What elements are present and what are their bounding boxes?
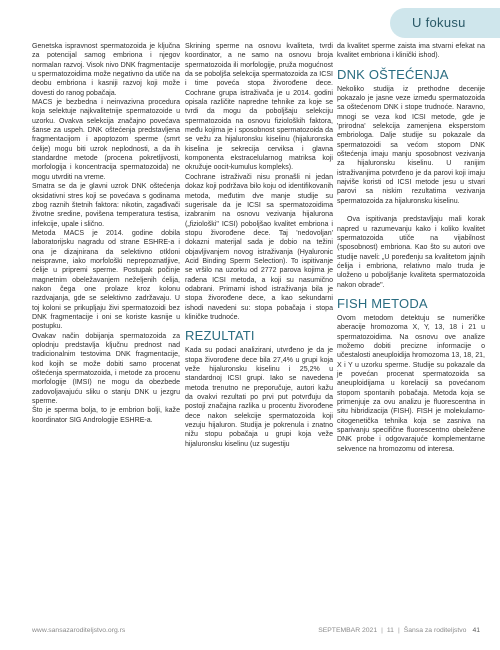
- paragraph: Nekoliko studija iz prethodne decenije pokazalo je jasne veze između spermatozoida sa oštećenom DNK i stope trudnoće. Naravno, mnogi se veza kod ICSI metode, gde je 'prirodna' selekcija zamenjena eksperstom embriologa. Dalje studije su pokazale da spermatozoidi sa većom stopom DNK oštećenja imaju manju sposobnost vezivanja za hijaluronsku kiselinu. U ranijim istraživanjima potvrđeno je da parovi koji imaju najviše koristi od ICSI metode jesu u stvari parovi sa niskim rezultatima vezivanja spermatozoida za hijaluronsku kiselinu.: [337, 85, 485, 205]
- paragraph: Genetska ispravnost spermatozoida je ključna za potencijal samog embriona i njegov normalan razvoj. Visok nivo DNK fragmentacije u spermatozoidima može negativno da utiče na deobu embriona i kasniji razvoj koji može dovesti do ranog pobačaja.: [32, 43, 180, 97]
- section-heading-rezultati: REZULTATI: [185, 328, 255, 344]
- section-tab: [390, 8, 500, 38]
- footer-issue: SEPTEMBAR 2021: [318, 627, 378, 634]
- footer-url[interactable]: www.sansazaroditeljstvo.org.rs: [32, 627, 126, 634]
- paragraph: Što je sperma bolja, to je embrion bolji, kaže koordinator SIG Andrologije ESHRE-a.: [32, 407, 180, 424]
- paragraph: Ova ispitivanja predstavljaju mali korak napred u razumevanju kako i koliko kvalitet spermatozoida utiče na vijabilnost (sposobnost) embriona. Kao što su autori ove studije naveli: „U poređenju sa kvalitetom jajnih ćelija i embriona, relativno malo truda je uloženo u poboljšanje kvaliteta spermatozoida nakon obrade".: [337, 216, 485, 289]
- page-number: 41: [472, 627, 480, 634]
- paragraph: Smatra se da je glavni uzrok DNK oštećenja oksidativni stres koji se povećava s godinama zbog raznih štetnih faktora: nikotin, zagađivači životne sredine, povišena temperatura testisa, infekcije, upale i slično.: [32, 183, 180, 228]
- paragraph: Skrining sperme na osnovu kvaliteta, tvrdi koordinator, a ne samo na osnovu broja spermatozoida ili morfologije, pruža mogućnost da se poboljša selekcija spermatozoida za ICSI i time poveća stopa živorođene dece. Cochrane grupa istraživača je u 2014. godini opisala različite napredne tehnike za koje se tvrdi da mogu da poboljšaju selekciju spermatozoida na osnovu fizioloških faktora, među kojima je i sposobnost spermatozoida da se vežu za hijaluronsku kiselinu (hijaluronska kiselina je sekrecija cerviksa i glavna komponenta ekstracelularnog matriksa koji okružuje oocit-kumulus kompleks).: [185, 43, 333, 172]
- footer-magazine: Šansa za roditeljstvo: [403, 627, 467, 634]
- footer-number: 11: [386, 627, 394, 634]
- section-heading-fish: FISH METODA: [337, 295, 428, 311]
- article-column-1: [32, 42, 180, 425]
- paragraph: Cochrane istraživači nisu pronašli ni jedan dokaz koji podržava bilo koju od identifikovanih metoda, međutim dve manje studije su sugerisale da je ICSI sa spermatozoidima izabranim na osnovu vezivanja hijalurona („fiziološki" ICSI) poboljšao kvalitet embriona i stopu živorođene dece. Taj 'nedovoljan' dokazni materijal sada je dobio na težini objavljivanjem novog istraživanja (Hyaluronic Acid Binding Sperm Selection). To ispitivanje se vršilo na uzorku od 2772 parova kojima je rađena ICSI metoda, a koji su nasumično odabrani. Primarni ishod istraživanja bila je stopa živorođene dece, a kao sekundarni ishodi navedeni su: stopa pobačaja i stopa kliničke trudnoće.: [185, 173, 333, 321]
- paragraph: da kvalitet sperme zaista ima stvarni efekat na kvalitet embriona i klinički ishod).: [337, 43, 485, 60]
- paragraph: Metoda MACS je 2014. godine dobila laboratorijsku nagradu od strane ESHRE-a i ona je dizajnirana da selektivno otkloni neispravne, iako morfološki neprepoznatljive, ćelije u pripremi sperme. Postupak počinje magnetnim obeležavanjem neželjenih ćelija, nakon čega one prolaze kroz kolonu razdvajanja, gde se selektivno zadržavaju. U toj koloni se prikupljaju živi spermatozoidi bez DNK fragmentacije i oni se koriste kasnije u postupku.: [32, 229, 180, 331]
- paragraph: MACS je bezbedna i neinvazivna procedura koja selektuje najkvalitetnije spermatozoide u uzorku. Ovakva selekcija značajno povećava šanse za uspeh. DNK oštećenja predstavljena fragmentacijom i apoptozom sperme (smrt ćelije) mogu biti uzrok neplodnosti, a da ih standardne metode (procena pokretljivosti, morfologija i koncentracija spermatozoida) ne mogu utvrditi na vreme.: [32, 99, 180, 181]
- footer-separator: |: [381, 627, 383, 634]
- footer-separator: |: [397, 627, 400, 634]
- section-heading-dnk: DNK OŠTEĆENJA: [337, 66, 449, 82]
- article-column-2: [185, 42, 333, 449]
- footer-right: [318, 627, 480, 634]
- paragraph: Ovom metodom detektuju se numeričke aberacije hromozoma X, Y, 13, 18 i 21 u spermatozoidima. Na osnovu ove analize možemo dobiti precizne informacije o učestalosti aneuploidija hromozoma 13, 18, 21, X i Y u uzorku sperme. Studije su pokazale da je povećan procenat spermatozoida sa aneuploidijama u korelaciji sa povećanom stopom spontanih pobačaja. Metoda koja se primenjuje za ovu analizu je fluorescentna in situ hibridizacija (FISH). FISH je molekularno-citogenetička tehnika koja se zasniva na sparivanju specifične fluorescentno obeležene DNK probe i odgovarajuće komplementarne sekvence na hromozomu od interesa.: [337, 314, 485, 453]
- section-label: U fokusu: [412, 15, 466, 30]
- article-column-3: [337, 42, 485, 454]
- paragraph: Kada su podaci analizirani, utvrđeno je da je stopa živorođene dece bila 27,4% u grupi koja veže hijaluronsku kiselinu i 25,2% u standardnoj ICSI grupi. Iako se navedena metoda trenutno ne preporučuje, autori kažu da ovakvi rezultati po prvi put potvrđuju da postoji značajna razlika u procentu živorođene dece nakon selekcije spermatozoida koji vezuju hijaluron. Studija je pokrenula i znatno nižu stopu pobačaja u grupi koja veže hijaluronsku kiselinu (uz sugestiju: [185, 347, 333, 448]
- paragraph: Ovakav način dobijanja spermatozoida za oplodnju predstavlja ključnu prednost nad tradicionalnim testovima DNK fragmentacije, kod kojih se može dobiti samo procenat oštećenja spermatozoida, i metode za procenu morfologije (IMSI) ne mogu da obezbede zadovoljavajuću sliku o stanju DNK u jezgru sperme.: [32, 332, 180, 406]
